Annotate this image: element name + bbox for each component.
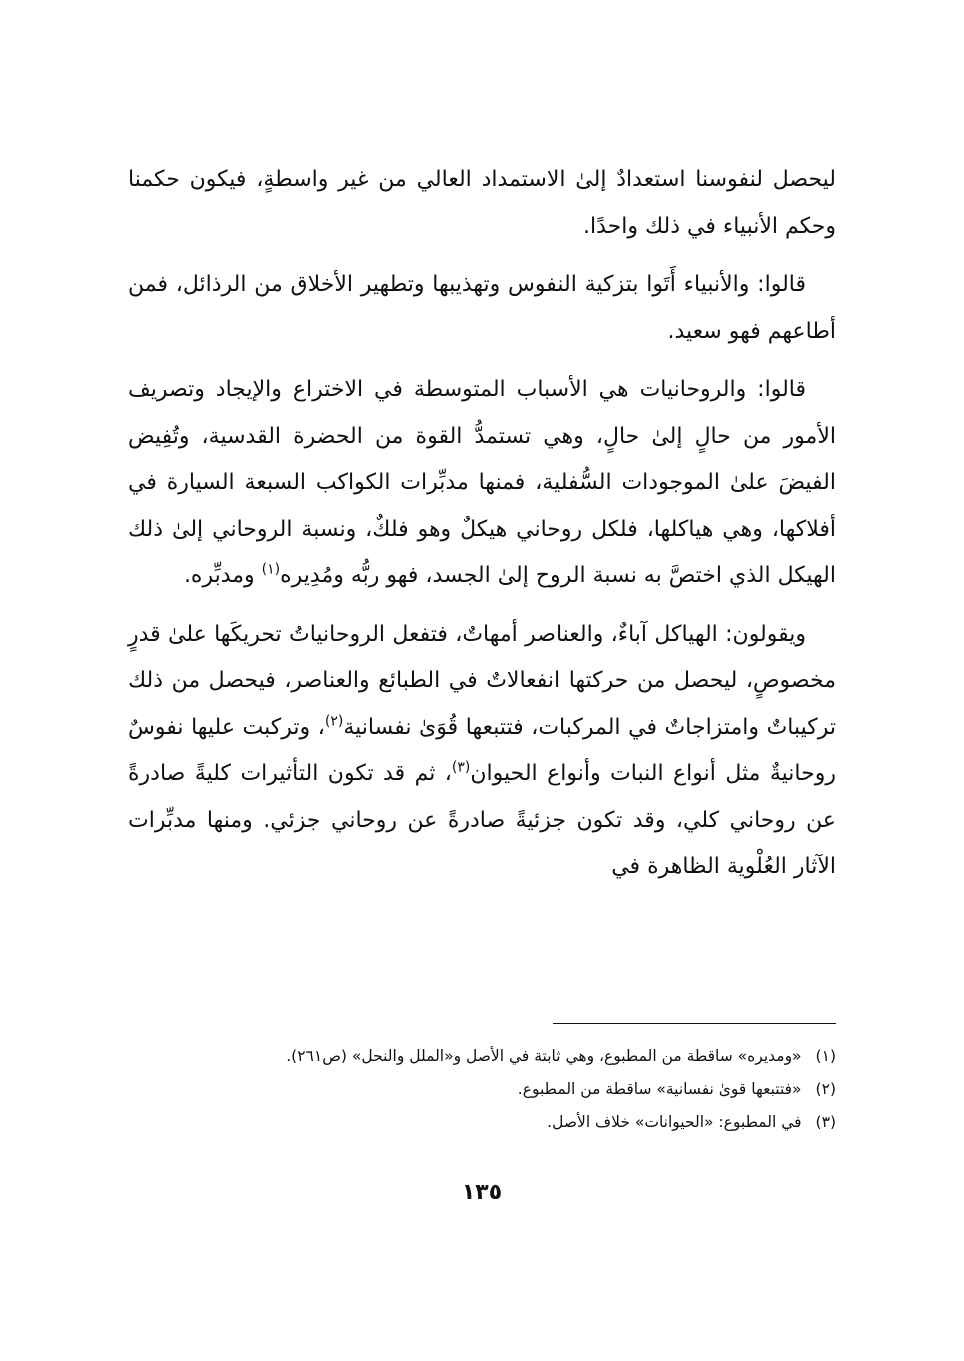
footnotes (128, 1040, 836, 1139)
paragraph-3-text-b: ومدبِّره. (183, 563, 262, 588)
footnote-1-text: «ومديره» ساقطة من المطبوع، وهي ثابتة في الأصل و«الملل والنحل» (ص٢٦١). (286, 1047, 802, 1065)
paragraph-3-text-a: قالوا: والروحانيات هي الأسباب المتوسطة في الاختراع والإيجاد وتصريف الأمور من حالٍ إلىٰ حالٍ، وهي تستمدُّ القوة من الحضرة القدسية، وتُفِيض الفيضَ علىٰ الموجودات السُّفلية، فمنها مدبِّرات الكواكب السبعة السيارة في أفلاكها، وهي هياكلها، فلكل روحاني هيكلٌ وهو فلكٌ، ونسبة الروحاني إلىٰ ذلك الهيكل الذي اختصَّ به نسبة الروح إلىٰ الجسد، فهو ربُّه ومُدِيره (128, 377, 836, 588)
footnote-divider (553, 1023, 836, 1024)
paragraph-2 (128, 262, 836, 355)
footnote-ref-2[interactable]: (٢) (324, 713, 344, 730)
main-text (128, 157, 836, 903)
page-number: ١٣٥ (461, 1180, 503, 1205)
paragraph-1 (128, 157, 836, 250)
paragraph-4-text-c: ، ثم قد تكون التأثيرات كليةً صادرةً عن روحاني كلي، وقد تكون جزئيةً صادرةً عن روحاني جزئي. ومنها مدبِّرات الآثار العُلْوية الظاهرة في (128, 761, 836, 879)
footnote-2-number: (٢) (815, 1080, 836, 1098)
paragraph-3 (128, 367, 836, 600)
paragraph-2-text: قالوا: والأنبياء أَتَوا بتزكية النفوس وتهذيبها وتطهير الأخلاق من الرذائل، فمن أطاعهم فهو سعيد. (128, 272, 836, 344)
footnote-1-number: (١) (815, 1047, 836, 1065)
paragraph-4 (128, 612, 836, 891)
paragraph-1-text: ليحصل لنفوسنا استعدادٌ إلىٰ الاستمداد العالي من غير واسطةٍ، فيكون حكمنا وحكم الأنبياء في ذلك واحدًا. (128, 167, 836, 239)
footnote-3-number: (٣) (815, 1113, 836, 1131)
footnote-ref-1[interactable]: (١) (261, 561, 281, 578)
footnote-ref-3[interactable]: (٣) (451, 759, 471, 776)
footnote-2 (128, 1073, 836, 1106)
footnote-3-text: في المطبوع: «الحيوانات» خلاف الأصل. (547, 1113, 802, 1131)
footnote-2-text: «فتتبعها قوىٰ نفسانية» ساقطة من المطبوع. (517, 1080, 802, 1098)
paragraph-4-text-b: ، وتركبت عليها نفوسٌ روحانيةٌ مثل أنواع النبات وأنواع الحيوان (128, 714, 836, 786)
footnote-3 (128, 1106, 836, 1139)
paragraph-4-text-a: ويقولون: الهياكل آباءٌ، والعناصر أمهاتٌ، فتفعل الروحانياتُ تحريكَها علىٰ قدرٍ مخصوصٍ، ليحصل من حركتها انفعالاتٌ في الطبائع والعناصر، فيحصل من ذلك تركيباتٌ وامتزاجاتٌ في المركبات، فتتبعها قُوَىٰ نفسانية (128, 621, 836, 740)
footnote-1 (128, 1040, 836, 1073)
